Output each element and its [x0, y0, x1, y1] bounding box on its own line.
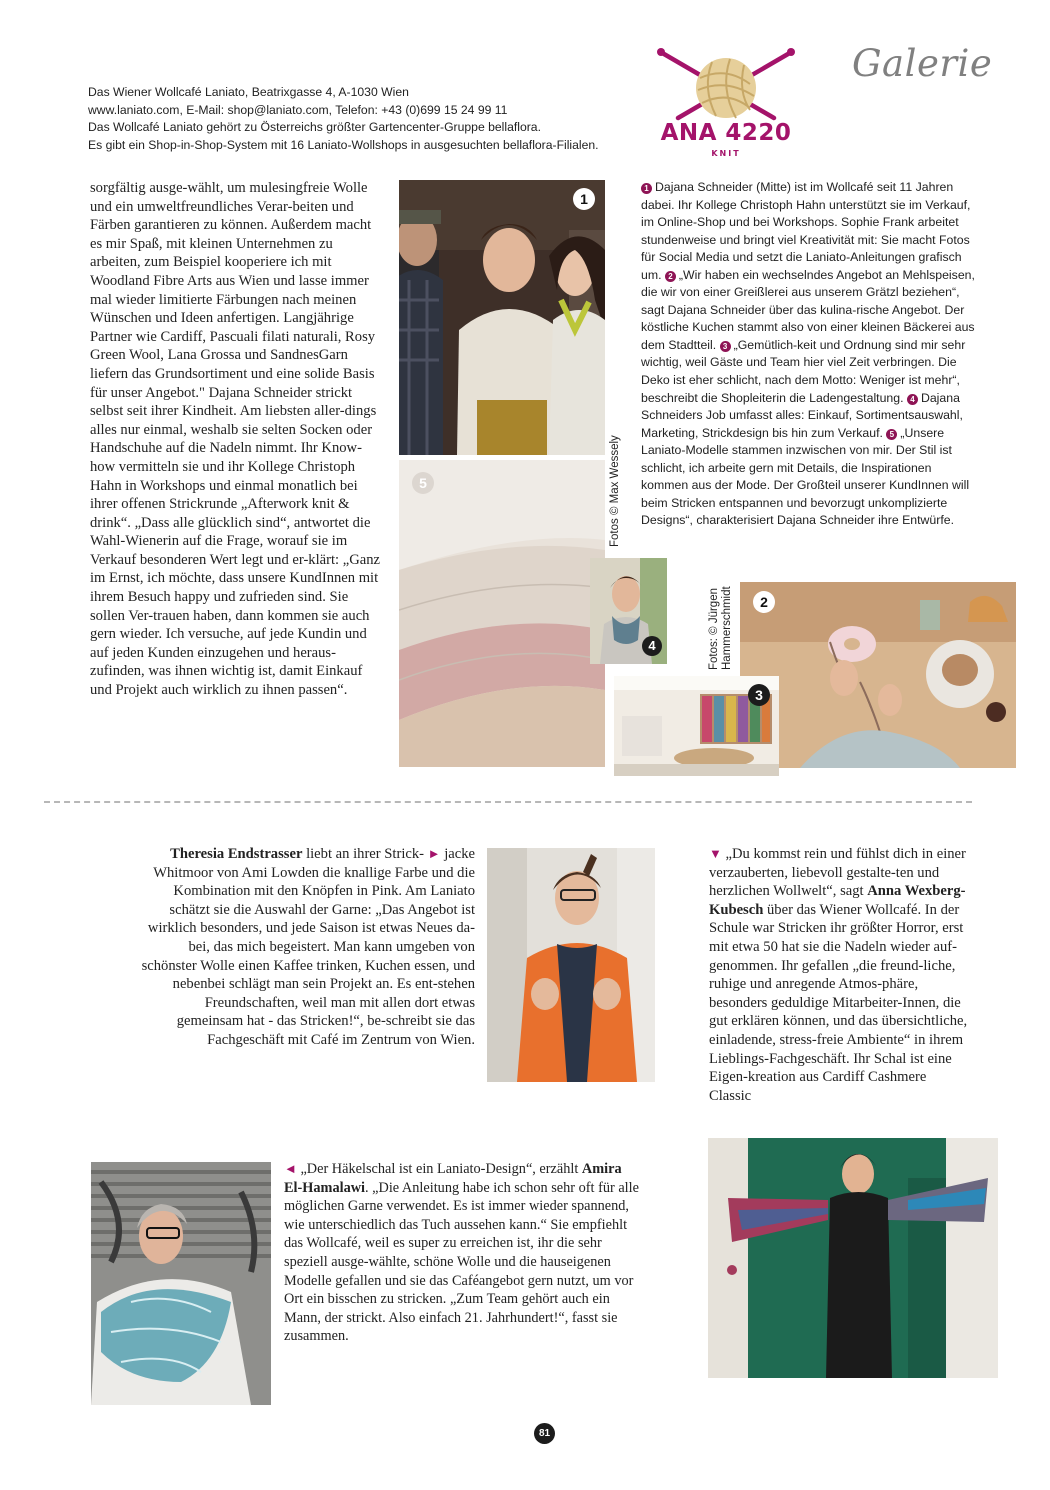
credit-line-1: Fotos: © Jürgen: [708, 588, 720, 670]
ana-4220-logo: [650, 48, 802, 164]
caption-marker-3: 3: [720, 341, 731, 352]
profile-anna: [709, 845, 971, 1105]
article-paragraph: sorgfältig ausge-wählt, um mulesingfreie Wolle und ein umweltfreundliches Verar-beiten und Färben garantieren zu können. Außerdem macht es mir Spaß, mit kleinen Unternehmen zu arbeiten, zum Beispiel kooperiere ich mit Woodland Fibre Arts aus Wien und lasse immer mal wieder limitierte Färbungen nach meinen Wünschen und Ideen anfertigen. Langjährige Partner wie Cardiff, Pascuali filati naturali, Rosy Green Wool, Lana Grossa und SandnesGarn liefern das Grundsortiment und eine solide Basis für unser Angebot." Dajana Schneider strickt selbst seit ihrer Kindheit. Am liebsten aller-dings alles nur einmal, weshalb sie selten Socken oder Handschuhe auf die Nadeln nimmt. Ihr Know-how vermitteln sie und ihr Kollege Christoph Hahn in Workshops und einmal monatlich bei ihrer offenen Strickrunde „Afterwork knit & drink“. „Dass alle glücklich sind“, antwortet die Wahl-Wienerin auf die Frage, worauf sie im Verkauf besonderen Wert legt und er-klärt: „Ganz im Ernst, ich möchte, dass unsere KundInnen mit ihrem Besuch happy und zufrieden sind. Sie sollen Ver-trauen haben, dann kommen sie auch gern wieder. Ich versuche, auf jede Kundin und auf jeden Kunden einzugehen und heraus-zufinden, was ihnen wichtig ist, damit Einkauf und Projekt auch wirklich zu ihnen passen“.: [90, 180, 381, 699]
photo-number-3: 3: [748, 684, 770, 706]
arrow-left-icon: ◄: [284, 1161, 297, 1176]
photo-dajana-portrait: [590, 558, 667, 664]
section-title: Galerie: [852, 42, 993, 85]
photo-number-4: 4: [642, 636, 662, 656]
theresia-text: jacke Whitmoor von Ami Lowden die knallige Farbe und die Kombination mit den Knöpfen in Pink. Am Laniato schätzt sie die Auswahl der Garne: „Das Angebot ist wirklich besonders, und jede Saison ist etwas Neues da-bei, das mich begeistert. Man kann umgeben von schönster Wolle einen Kaffee trinken, Kuchen essen, und nebenbei schlägt man sein Projekt an. Es ent-stehen Freundschaften, weil man mit allen dort etwas gemeinsam hat - das Stricken!“, be-schreibt sie das Fachgeschäft mit Café im Zentrum von Wien.: [141, 846, 475, 1048]
header-note-2: Es gibt ein Shop-in-Shop-System mit 16 Laniato-Wollshops in ausgesuchten bellaflora-Filialen.: [88, 137, 599, 152]
photo-shop-interior: [614, 676, 779, 776]
photo-team: [399, 180, 605, 455]
photo-credit-max-wessely: Fotos © Max Wessely: [609, 435, 621, 547]
arrow-down-icon: ▼: [709, 846, 722, 861]
credit-line-2: Hammerschmidt: [721, 586, 733, 670]
main-article-column: [90, 179, 386, 700]
header-address: Das Wiener Wollcafé Laniato, Beatrixgasse 4, A-1030 Wien: [88, 85, 409, 99]
photo-anna: [708, 1138, 998, 1378]
caption-1: Dajana Schneider (Mitte) ist im Wollcafé seit 11 Jahren dabei. Ihr Kollege Christoph Hahn unterstützt sie im Verkauf, im Online-Shop und bei Workshops. Sophie Frank arbeitet stundenweise und bringt viel Kreativität mit: Sie macht Fotos für Social Media und setzt die Laniato-Anleitungen grafisch um.: [641, 180, 971, 282]
photo-number-1: 1: [573, 188, 595, 210]
logo-subtext: KNIT: [711, 149, 741, 158]
anna-intro: „Du kommst rein und fühlst dich in einer verzauberten, liebevoll gestalte-ten und herzlichen Wollwelt“, sagt: [709, 846, 966, 900]
caption-marker-4: 4: [907, 394, 918, 405]
logo-text: ANA 4220: [660, 120, 792, 146]
photo-number-2: 2: [753, 591, 775, 613]
theresia-intro: liebt an ihrer Strick-: [306, 846, 425, 862]
theresia-name: Theresia Endstrasser: [170, 846, 303, 862]
caption-5: „Unsere Laniato-Modelle stammen inzwischen von mir. Der Stil ist schlicht, ich arbeite gern mit Details, die Inspirationen kommen aus der Mode. Der Großteil unserer KundInnen will beim Stricken entspannen und bevorzugt unkomplizierte Designs“, charakterisiert Dajana Schneider ihre Entwürfe.: [641, 425, 970, 528]
page-number: 81: [534, 1423, 555, 1444]
header-info: [88, 84, 648, 154]
section-divider: [44, 801, 972, 803]
profile-theresia: [140, 845, 475, 1050]
arrow-right-icon: ►: [427, 846, 441, 861]
photo-captions: [641, 179, 975, 530]
anna-name: Anna Wexberg-Kubesch: [709, 883, 966, 918]
profile-amira: [284, 1160, 642, 1346]
photo-number-5: 5: [412, 472, 434, 494]
caption-marker-1: 1: [641, 183, 652, 194]
amira-intro: „Der Häkelschal ist ein Laniato-Design“, erzählt: [300, 1161, 579, 1177]
caption-marker-2: 2: [665, 271, 676, 282]
caption-3: „Gemütlich-keit und Ordnung sind mir sehr wichtig, weil Gäste und Team hier viel Zeit verbringen. Die Deko ist eher schlicht, nach dem Motto: Weniger ist mehr“, beschreibt die Shopleiterin die Ladengestaltung.: [641, 337, 966, 405]
caption-2: „Wir haben ein wechselndes Angebot an Mehlspeisen, die wir von einer Greißlerei aus unserem Grätzl beziehen“, sagt Dajana Schneider über das kulina-rische Angebot. Der köstliche Kuchen stammt also von einer kleinen Bäckerei aus dem Stadtteil.: [641, 267, 975, 352]
amira-name: Amira El-Hamalawi: [284, 1161, 622, 1196]
amira-text: . „Die Anleitung habe ich schon sehr oft für alle möglichen Garne verwendet. Es ist immer wieder spannend, wie unterschiedlich das Tuch aussehen kann.“ Sie empfiehlt das Wollcafé, weil es super zu erreichen ist, ihr die sehr speziell ausge-wählte, schöne Wolle und die hauseigenen Modelle gefallen und sie das Caféangebot gern nutzt, um vor Ort ein bisschen zu stricken. „Zum Team gehört auch ein Mann, der strickt. Also einfach 21. Jahrhundert!“, fasst sie zusammen.: [284, 1179, 639, 1345]
header-contact: www.laniato.com, E-Mail: shop@laniato.com, Telefon: +43 (0)699 15 24 99 11: [88, 102, 508, 117]
photo-amira: [91, 1162, 271, 1405]
yarn-ball-needles-icon: [650, 48, 802, 164]
photo-knit-samples: [399, 460, 605, 767]
header-note-1: Das Wollcafé Laniato gehört zu Österreichs größter Gartencenter-Gruppe bellaflora.: [88, 120, 541, 135]
anna-text: über das Wiener Wollcafé. In der Schule war Stricken ihr größter Horror, erst mit etwa 50 hat sie die Nadeln wieder auf-genommen. Ihr gefallen „die freund-liche, ruhige und anregende Atmos-phäre, besonders geduldige Mitarbeiter-Innen, die gut erklären können, und das übersichtliche, einladende, stress-freie Ambiente“ in ihrem Lieblings-Fachgeschäft. Ihr Schal ist eine Eigen-kreation aus Cardiff Cashmere Classic: [709, 901, 968, 1104]
photo-credit-juergen: [708, 586, 734, 670]
caption-4: Dajana Schneiders Job umfasst alles: Einkauf, Sortimentsauswahl, Marketing, Strickdesign bis hin zum Verkauf.: [641, 390, 963, 440]
photo-coffee-knitting: [740, 582, 1016, 768]
caption-marker-5: 5: [886, 429, 897, 440]
photo-theresia: [487, 848, 655, 1082]
